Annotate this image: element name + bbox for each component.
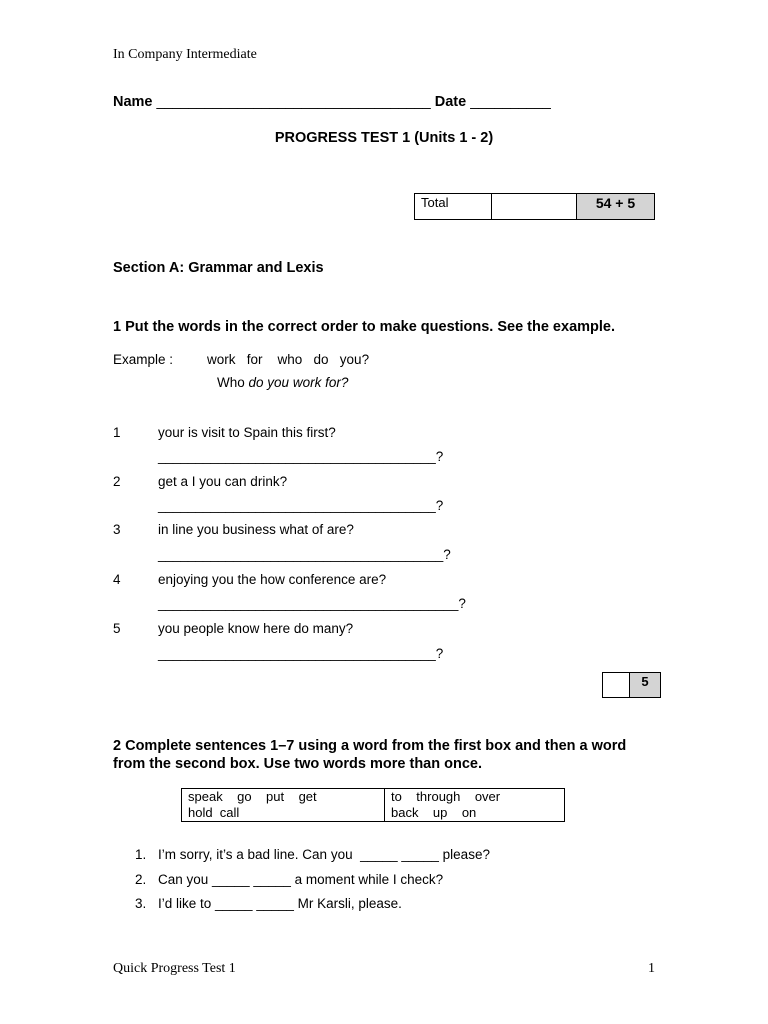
item-number: 3. bbox=[135, 896, 147, 911]
item-prompt: your is visit to Spain this first? bbox=[158, 425, 336, 440]
example-words: work for who do you? bbox=[207, 352, 370, 367]
item-number: 2 bbox=[113, 474, 121, 489]
exercise1-score: 5 bbox=[630, 673, 661, 698]
exercise2-instruction-line1: 2 Complete sentences 1–7 using a word from the first box and then a word bbox=[113, 738, 627, 754]
item-number: 1 bbox=[113, 425, 121, 440]
item-sentence: I’d like to _____ _____ Mr Karsli, please. bbox=[158, 896, 402, 911]
item-prompt: enjoying you the how conference are? bbox=[158, 572, 387, 587]
example-answer-prefix: Who bbox=[217, 375, 245, 390]
word-box-second-line1: to through over bbox=[391, 789, 501, 804]
item-number: 2. bbox=[135, 872, 147, 887]
word-box-first-line2: hold call bbox=[188, 805, 240, 820]
footer-title: Quick Progress Test 1 bbox=[113, 961, 236, 976]
item-number: 4 bbox=[113, 572, 121, 587]
word-box bbox=[181, 788, 565, 822]
date-blank: __________ bbox=[470, 94, 551, 110]
date-label: Date bbox=[434, 94, 467, 110]
word-box-first bbox=[182, 789, 385, 822]
answer-blank[interactable]: ________________________________________? bbox=[158, 596, 466, 611]
item-sentence: I’m sorry, it’s a bad line. Can you _____ _____ please? bbox=[158, 847, 490, 862]
item-sentence: Can you _____ _____ a moment while I check? bbox=[158, 872, 444, 887]
answer-blank[interactable]: _____________________________________? bbox=[158, 449, 444, 464]
answer-blank[interactable]: _____________________________________? bbox=[158, 646, 444, 661]
item-number: 1. bbox=[135, 847, 147, 862]
page-number: 1 bbox=[648, 961, 655, 976]
name-blank: __________________________________ bbox=[156, 94, 431, 110]
example-answer bbox=[217, 375, 348, 390]
item-prompt: get a I you can drink? bbox=[158, 474, 288, 489]
total-score-box bbox=[414, 193, 655, 220]
name-date-line bbox=[113, 94, 551, 110]
total-score: 54 + 5 bbox=[577, 194, 655, 220]
item-number: 3 bbox=[113, 522, 121, 537]
word-box-second bbox=[385, 789, 565, 822]
answer-blank[interactable]: _____________________________________? bbox=[158, 498, 444, 513]
total-empty-cell bbox=[492, 194, 577, 220]
exercise1-instruction: 1 Put the words in the correct order to make questions. See the example. bbox=[113, 319, 615, 335]
test-title: PROGRESS TEST 1 (Units 1 - 2) bbox=[274, 130, 494, 146]
exercise1-score-box bbox=[602, 672, 661, 698]
section-a-heading: Section A: Grammar and Lexis bbox=[113, 260, 324, 276]
item-number: 5 bbox=[113, 621, 121, 636]
exercise2-instruction-line2: from the second box. Use two words more than once. bbox=[113, 756, 482, 772]
item-prompt: you people know here do many? bbox=[158, 621, 354, 636]
course-title: In Company Intermediate bbox=[113, 47, 257, 62]
example-label: Example : bbox=[113, 352, 174, 367]
word-box-second-line2: back up on bbox=[391, 805, 477, 820]
word-box-first-line1: speak go put get bbox=[188, 789, 317, 804]
total-label: Total bbox=[415, 194, 492, 220]
answer-blank[interactable]: ______________________________________? bbox=[158, 547, 451, 562]
item-prompt: in line you business what of are? bbox=[158, 522, 354, 537]
name-label: Name bbox=[113, 94, 153, 110]
score-empty-cell bbox=[603, 673, 630, 698]
example-answer-italic: do you work for? bbox=[248, 375, 349, 390]
